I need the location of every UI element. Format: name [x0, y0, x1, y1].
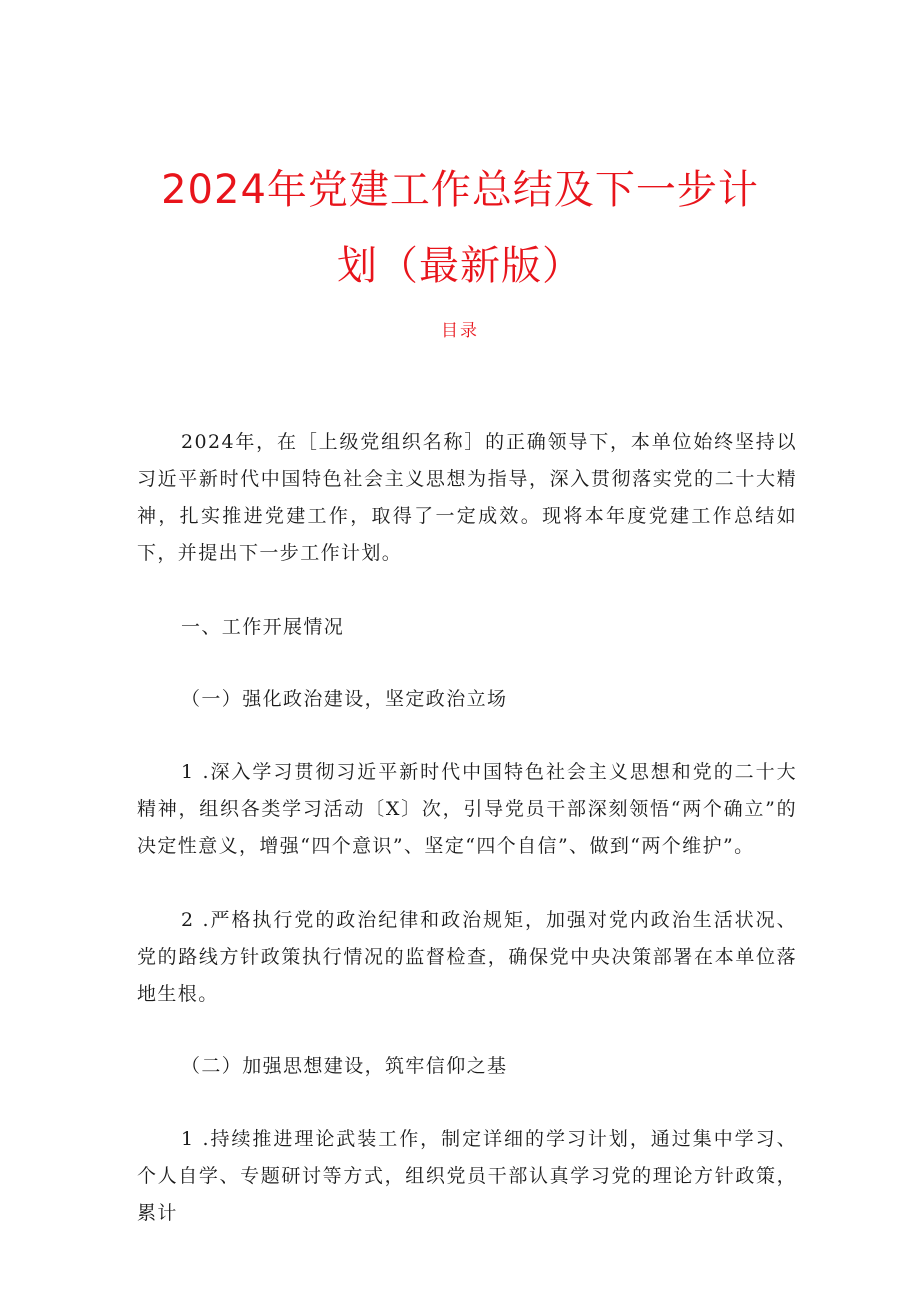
paragraph-2-1: 1 .持续推进理论武装工作，制定详细的学习计划，通过集中学习、个人自学、专题研讨等方式，组织党员干部认真学习党的理论方针政策，累计	[137, 1128, 797, 1224]
paragraph-1-2: 2 .严格执行党的政治纪律和政治规矩，加强对党内政治生活状况、党的路线方针政策执行情况的监督检查，确保党中央决策部署在本单位落地生根。	[137, 909, 797, 1005]
section-heading-1: 一、工作开展情况	[181, 616, 345, 638]
intro-paragraph: 2024年，在［上级党组织名称］的正确领导下，本单位始终坚持以习近平新时代中国特色社会主义思想为指导，深入贯彻落实党的二十大精神，扎实推进党建工作，取得了一定成效。现将本年度党建工作总结如下，并提出下一步工作计划。	[137, 431, 797, 564]
document-title: 2024年党建工作总结及下一步计划（最新版）	[161, 167, 759, 289]
subsection-heading-2: （二）加强思想建设，筑牢信仰之基	[181, 1055, 508, 1077]
subsection-heading-1: （一）强化政治建设，坚定政治立场	[181, 688, 508, 710]
toc-label: 目录	[441, 321, 479, 341]
paragraph-1-1: 1 .深入学习贯彻习近平新时代中国特色社会主义思想和党的二十大精神，组织各类学习活动〔X〕次，引导党员干部深刻领悟“两个确立”的决定性意义，增强“四个意识”、坚定“四个自信”、做到“两个维护”。	[137, 761, 797, 857]
